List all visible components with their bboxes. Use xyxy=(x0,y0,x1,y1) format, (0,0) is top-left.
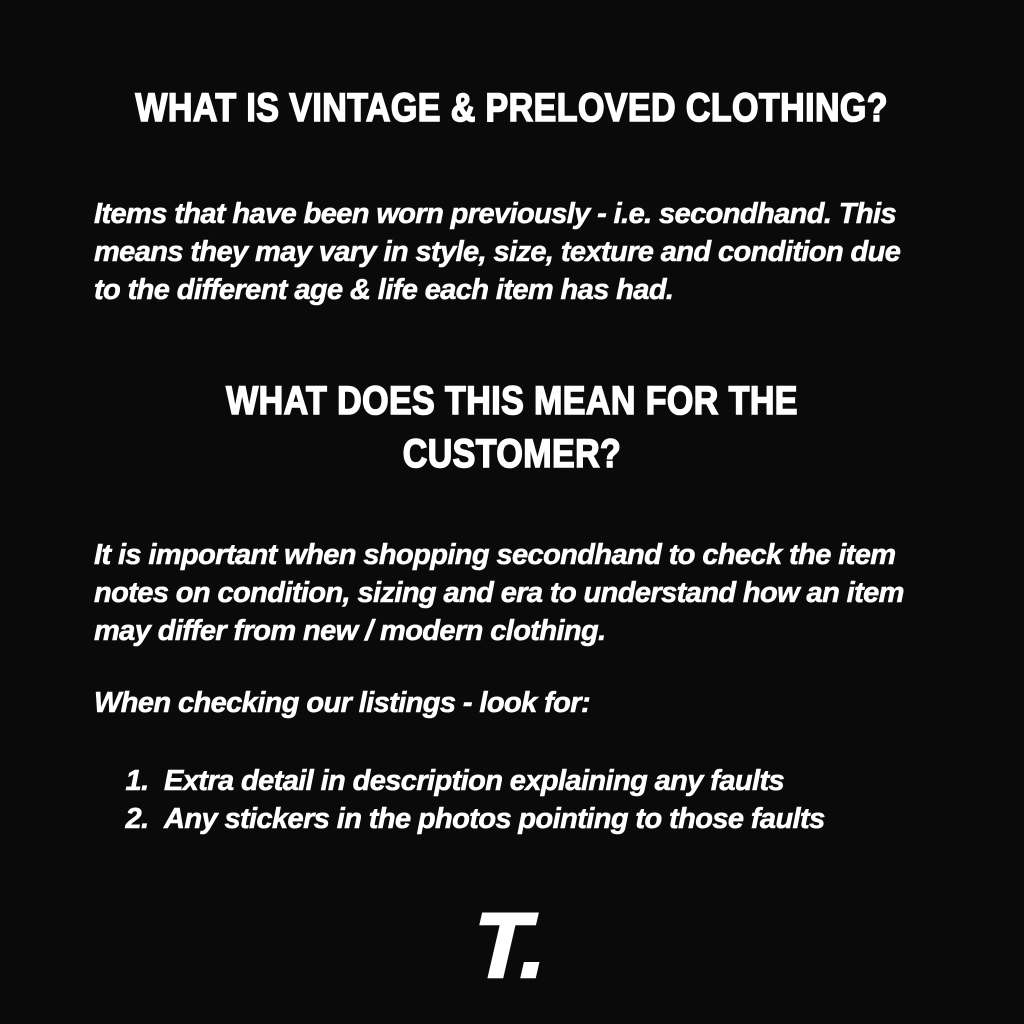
fault-checklist xyxy=(94,762,930,838)
listings-intro: When checking our listings - look for: xyxy=(94,687,591,720)
customer-heading: WHAT DOES THIS MEAN FOR THE CUSTOMER? xyxy=(226,378,798,476)
main-heading: WHAT IS VINTAGE & PRELOVED CLOTHING? xyxy=(135,86,889,130)
intro-paragraph: Items that have been worn previously - i.e. secondhand. This means they may vary in style, size, texture and condition due to the different age & life each item has had. xyxy=(94,197,901,306)
checklist-item: 1. Extra detail in description explaining any faults xyxy=(156,762,930,800)
checklist-item: 2. Any stickers in the photos pointing to those faults xyxy=(156,800,930,838)
customer-paragraph: It is important when shopping secondhand to check the item notes on condition, sizing and era to understand how an item may differ from new / modern clothing. xyxy=(94,539,904,648)
brand-logo: T. xyxy=(463,895,563,997)
